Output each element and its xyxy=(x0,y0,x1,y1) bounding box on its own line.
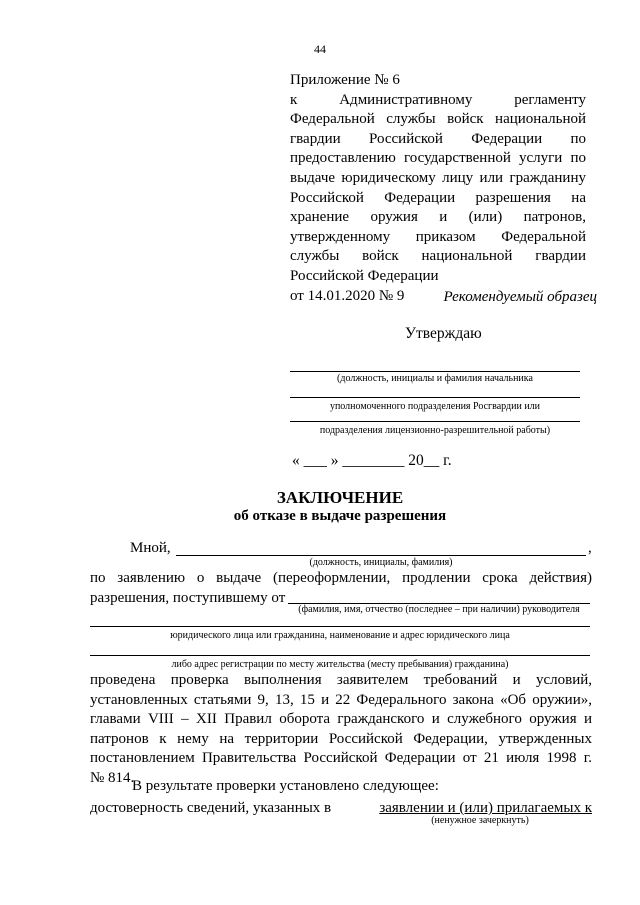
para4-underlined: заявлении и (или) прилагаемых к xyxy=(379,800,592,816)
approve-caption-3: подразделения лицензионно-разрешительной работы) xyxy=(319,425,551,436)
legal-caption: юридического лица или гражданина, наименование и адрес юридического лица xyxy=(170,630,510,641)
document-subtitle: об отказе в выдаче разрешения xyxy=(233,508,447,524)
para1-line2: разрешения, поступившему от xyxy=(90,589,286,606)
appendix-line: утвержденному приказом Федеральной xyxy=(290,228,586,245)
para2 xyxy=(90,671,592,788)
para2-line: патронов к нему на территории Российской Федерации, утвержденных xyxy=(90,730,592,747)
para1-line1: по заявлению о выдаче (переоформлении, продлении срока действия) xyxy=(90,570,592,586)
document-title: ЗАКЛЮЧЕНИЕ xyxy=(276,488,404,507)
para4-text: достоверность сведений, указанных в xyxy=(90,800,332,816)
page-number: 44 xyxy=(314,42,326,56)
para2-line: установленных статьями 9, 13, 15 и 22 Федерального закона «Об оружии», xyxy=(90,691,592,708)
para2-line: постановлением Правительства Российской Федерации от 21 июля 1998 г. xyxy=(90,750,592,766)
appendix-line: Федеральной службы войск национальной xyxy=(290,111,586,128)
appendix-line: Российской Федерации разрешения на xyxy=(290,189,586,206)
para2-line: главами VIII – XII Правил оборота гражданского и служебного оружия и xyxy=(90,711,592,727)
legal-line[interactable] xyxy=(90,626,590,627)
appendix-line: Российской Федерации xyxy=(290,267,439,284)
approve-caption-1: (должность, инициалы и фамилия начальника xyxy=(337,373,533,384)
para2-last: № 814. xyxy=(90,769,135,786)
appendix-title: Приложение № 6 xyxy=(290,72,400,88)
approve-caption-2: уполномоченного подразделения Росгвардии или xyxy=(329,401,541,412)
appendix-line: выдаче юридическому лицу или гражданину xyxy=(290,169,586,186)
appendix-line: гвардии Российской Федерации по xyxy=(290,130,586,147)
approve-line-1[interactable] xyxy=(290,371,580,372)
approve-heading: Утверждаю xyxy=(405,325,482,342)
approve-line-2[interactable] xyxy=(290,397,580,398)
by-me-caption: (должность, инициалы, фамилия) xyxy=(309,557,453,568)
address-line[interactable] xyxy=(90,655,590,656)
para2-line: проведена проверка выполнения заявителем требований и условий, xyxy=(90,672,592,688)
approve-line-3[interactable] xyxy=(290,421,580,422)
sample-label: Рекомендуемый образец xyxy=(443,289,597,305)
appendix-line: хранение оружия и (или) патронов, xyxy=(290,209,586,226)
para3: В результате проверки установлено следующее: xyxy=(132,778,439,794)
appendix-line: службы войск национальной гвардии xyxy=(290,248,586,265)
by-me-comma: , xyxy=(588,540,592,556)
date-field[interactable]: « ___ » ________ 20__ г. xyxy=(292,452,452,469)
strike-caption: (ненужное зачеркнуть) xyxy=(431,815,529,826)
appendix-date: от 14.01.2020 № 9 xyxy=(290,287,405,304)
by-me-line[interactable] xyxy=(176,555,586,556)
appendix-block xyxy=(290,71,586,306)
by-me-label: Мной, xyxy=(130,540,171,556)
appendix-line: к Административному регламенту xyxy=(290,91,586,108)
address-caption: либо адрес регистрации по месту жительства (месту пребывания) гражданина) xyxy=(171,659,509,670)
appendix-line: предоставлению государственной услуги по xyxy=(290,150,586,167)
applicant-caption: (фамилия, имя, отчество (последнее – при наличии) руководителя xyxy=(298,604,580,615)
